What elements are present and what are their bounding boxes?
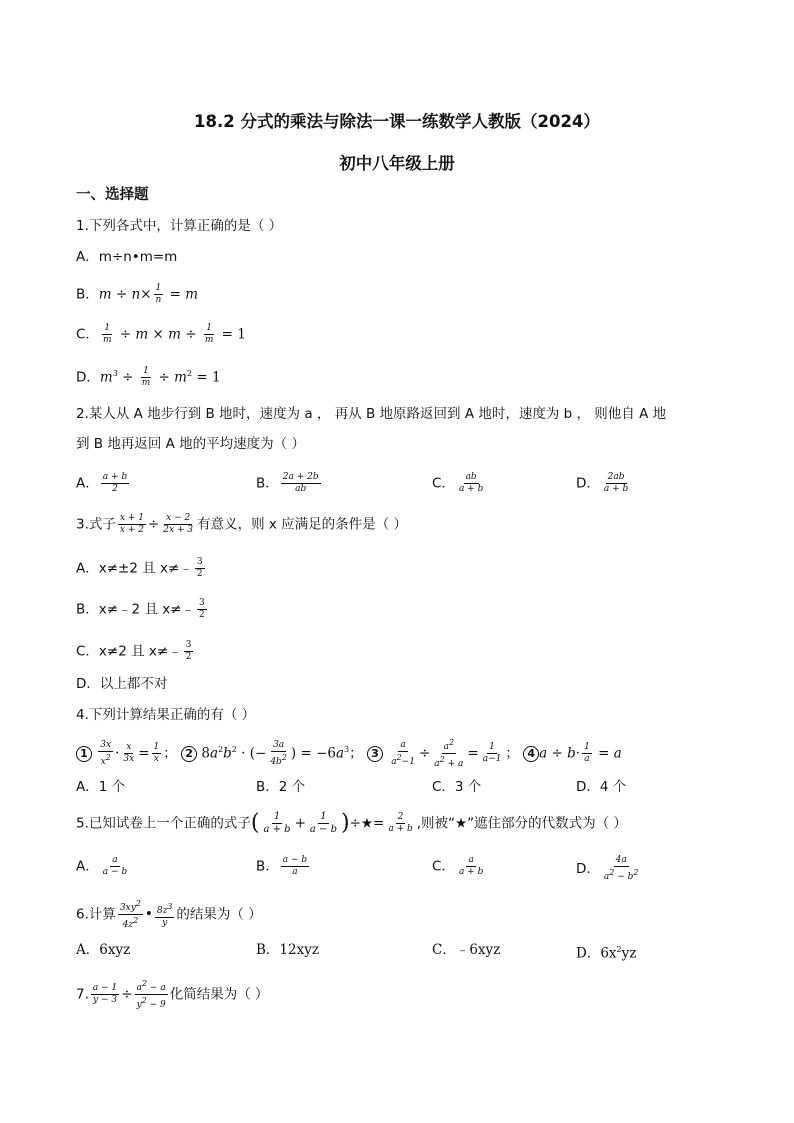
q3-option-d: D．以上都不对 [76,676,168,692]
q2-option-c: C． $\frac{ab}{a + b}$ [432,472,484,494]
q2-stem-line2: 到 B 地再返回 A 地的平均速度为（ ） [76,436,305,452]
q6-option-b: B．12xyz [256,942,319,958]
q5-option-b-label: B． [256,858,279,875]
q3-option-c-text: C．x≠2 且 x≠﹣ [76,643,182,660]
q4-option-c: C．3 个 [432,779,482,795]
q4-option-d: D．4 个 [576,779,627,795]
q1-option-d: D．$m^3$ ÷ $\frac{1}{m}$ ÷ $m^2 = 1$ [76,366,221,388]
q2-option-b-label: B． [256,475,279,492]
fraction: $\frac{1}{m}$ [141,366,151,388]
q1-option-c: C． $\frac{1}{m}$ ÷ m × m ÷ $\frac{1}{m}$ = 1 [76,323,246,345]
q5-option-a-label: A． [76,858,99,875]
q4-expressions: 1 $\frac{3x}{x^2}$ · $\frac{x}{3x}$ = $\frac{1}{x}$ ； 2 $8a^2b^2$ · (− $\frac{3a}{4b^2}$ ) = $-6a^3$； 3 $\frac{a}{a^2-1}$ ÷ $\frac{a^2}{a^2 + a}$ = $\frac{1}{a-1}$ ； 4 a ÷ b· $\frac{1}{a}$ = a [76,737,622,770]
q1-option-b-math: m [98,286,112,303]
q2-option-d-label: D． [576,475,600,492]
fraction: $\frac{1}{m}$ [204,323,214,345]
q1-option-b-label: B． [76,286,99,303]
q3-option-a-text: A．x≠±2 且 x≠﹣ [76,560,193,577]
q6-option-d: D．$6x^2yz$ [576,945,637,962]
q3-stem-suffix: 有意义，则 x 应满足的条件是（ ） [197,516,407,533]
q3-stem-prefix: 3.式子 [76,516,116,533]
q2-option-a: A． $\frac{a + b}{2}$ [76,472,128,494]
q1-option-d-label: D． [76,369,100,386]
q3-option-b-text: B．x≠﹣2 且 x≠﹣ [76,601,196,618]
document-title: 18.2 分式的乘法与除法一课一练数学人教版（2024） [194,112,600,131]
q5-stem-suffix: 则被“★”遮住部分的代数式为（ ） [421,815,627,832]
q3-stem: 3.式子 $\frac{x + 1}{x + 2}$ ÷ $\frac{x - 2}{2x + 3}$ 有意义，则 x 应满足的条件是（ ） [76,513,407,535]
q3-option-a: A．x≠±2 且 x≠﹣ $\frac{3}{2}$ [76,557,203,579]
q6-option-c: C．﹣6xyz [432,942,501,958]
q2-option-d: D． $\frac{2ab}{a + b}$ [576,472,629,494]
q7-stem: 7. $\frac{a - 1}{y - 3}$ ÷ $\frac{a^2 - a}{y^2 - 9}$ 化简结果为（ ） [76,979,269,1010]
q4-option-a: A．1 个 [76,779,126,795]
q5-option-d: D． $\frac{4a}{a^2 - b^2}$ [576,855,639,882]
q3-option-b: B．x≠﹣2 且 x≠﹣ $\frac{3}{2}$ [76,598,205,620]
q5-option-c-label: C． [432,858,455,875]
q1-stem: 1.下列各式中，计算正确的是（ ） [76,218,283,234]
q6-stem-prefix: 6.计算 [76,906,116,923]
q6-option-d-suffix: yz [621,945,637,962]
fraction: $\frac{1}{m}$ [102,323,112,345]
document-subtitle: 初中八年级上册 [339,154,455,173]
q2-option-a-label: A． [76,475,99,492]
q3-option-c: C．x≠2 且 x≠﹣ $\frac{3}{2}$ [76,640,192,662]
q1-option-b: B．m ÷ n× $\frac{1}{n}$ = m [76,283,199,305]
q5-option-d-label: D． [576,861,600,877]
q1-option-c-label: C． [76,326,99,343]
q7-stem-prefix: 7. [76,986,89,1003]
fraction: $\frac{1}{n}$ [155,283,162,305]
q5-option-c: C． $\frac{a}{a + b}$ [432,855,484,877]
q6-stem-suffix: 的结果为（ ） [176,906,262,923]
circled-two: 2 [181,746,197,762]
q5-stem: 5.已知试卷上一个正确的式子( $\frac{1}{a + b}$ + $\frac{1}{a - b}$ )÷★= $\frac{2}{a + b}$ ,则被“★”遮住部分的代数式为（ ） [76,810,627,836]
circled-four: 4 [523,746,539,762]
q5-option-a: A． $\frac{a}{a - b}$ [76,855,128,877]
section-heading: 一、选择题 [76,187,149,203]
q5-stem-prefix: 5.已知试卷上一个正确的式子 [76,815,251,832]
q6-stem: 6.计算 $\frac{3xy^2}{4z^2}$ • $\frac{8z^3}{y}$ 的结果为（ ） [76,899,262,930]
q1-option-a: A．m÷n•m=m [76,249,178,265]
q2-stem-line1: 2.某人从 A 地步行到 B 地时，速度为 a ， 再从 B 地原路返回到 A 地时，速度为 b ， 则他自 A 地 [76,406,667,422]
q5-option-b: B． $\frac{a - b}{a}$ [256,855,308,877]
q6-option-d-text: D．6x [576,945,617,962]
circled-three: 3 [367,746,383,762]
q4-stem: 4.下列计算结果正确的有（ ） [76,707,256,723]
q4-option-b: B．2 个 [256,779,306,795]
q6-option-a: A．6xyz [76,942,131,958]
q2-option-c-label: C． [432,475,455,492]
circled-one: 1 [76,746,92,762]
q2-option-b: B． $\frac{2a + 2b}{ab}$ [256,472,319,494]
q7-stem-suffix: 化简结果为（ ） [169,986,269,1003]
